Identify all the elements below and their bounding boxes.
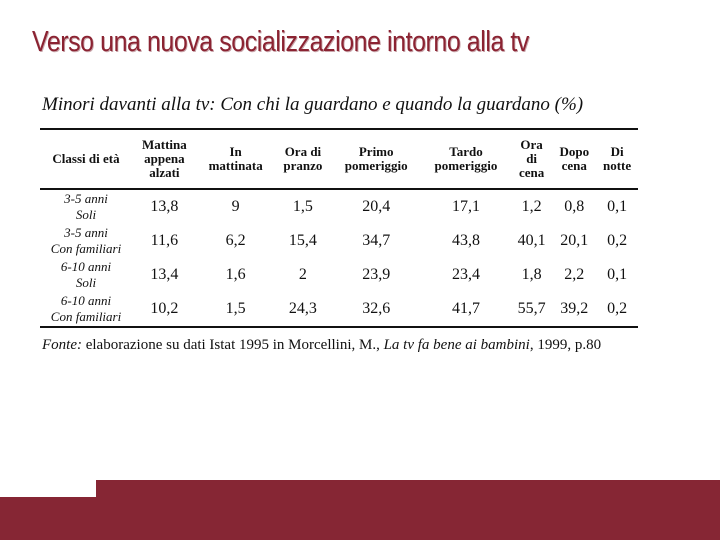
- table-cell: 34,7: [362, 232, 391, 249]
- table-cell: 0,2: [607, 232, 628, 249]
- source-note: [42, 337, 601, 354]
- table-cell: 1,6: [225, 266, 246, 283]
- source-suffix: , 1999, p.80: [529, 337, 602, 353]
- header-night: Di notte: [596, 129, 638, 189]
- row-label: 3-5 anni Soli: [64, 191, 108, 222]
- table-cell: 23,9: [362, 266, 391, 283]
- table-row: [40, 258, 638, 292]
- footer-bar: [0, 480, 720, 540]
- data-table: [40, 128, 638, 328]
- footer-notch: [0, 480, 96, 497]
- header-age-class: Classi di età: [40, 129, 132, 189]
- table-cell: 1,5: [197, 292, 275, 327]
- table-cell: 10,2: [132, 292, 197, 327]
- source-text: elaborazione su dati Istat 1995 in Morcellini, M.,: [81, 337, 384, 353]
- table-cell: 1,2: [521, 198, 542, 215]
- table-cell: 6,2: [225, 232, 246, 249]
- header-dinner: Ora di cena: [511, 129, 553, 189]
- header-row: [40, 129, 638, 189]
- row-label: 6-10 anni Soli: [60, 259, 112, 290]
- table-cell: 41,7: [421, 292, 511, 327]
- table-cell: 0,2: [596, 292, 638, 327]
- table-cell: 2,2: [564, 266, 585, 283]
- source-prefix: Fonte:: [42, 337, 82, 353]
- header-lunch: Ora di pranzo: [275, 129, 332, 189]
- table-cell: 43,8: [451, 232, 480, 249]
- table-cell: 0,8: [564, 198, 585, 215]
- table-cell: 32,6: [331, 292, 421, 327]
- table-cell: 13,8: [150, 198, 179, 215]
- row-label: 3-5 anni Con familiari: [50, 225, 122, 256]
- table-cell: 20,1: [560, 232, 589, 249]
- table-cell: 9: [231, 198, 240, 215]
- table-cell: 17,1: [451, 198, 480, 215]
- table-cell: 15,4: [288, 232, 317, 249]
- table-cell: 1,5: [292, 198, 313, 215]
- source-book-title: La tv fa bene ai bambini: [383, 337, 530, 353]
- table-cell: 23,4: [451, 266, 480, 283]
- table-cell: 40,1: [517, 232, 546, 249]
- table-cell: 20,4: [362, 198, 391, 215]
- table-cell: 24,3: [275, 292, 332, 327]
- table-row: [40, 224, 638, 258]
- table-cell: 0,1: [607, 266, 628, 283]
- table-row: [40, 189, 638, 224]
- table-cell: 1,8: [521, 266, 542, 283]
- header-after-dinner: Dopo cena: [552, 129, 596, 189]
- header-late-afternoon: Tardo pomeriggio: [421, 129, 511, 189]
- table-cell: 11,6: [150, 232, 179, 249]
- table-cell: 13,4: [150, 266, 179, 283]
- table-cell: 55,7: [511, 292, 553, 327]
- row-label: 6-10 anni Con familiari: [40, 292, 132, 327]
- table-cell: 0,1: [607, 198, 628, 215]
- slide-title: Verso una nuova socializzazione intorno alla tv: [32, 26, 529, 58]
- header-morning: In mattinata: [197, 129, 275, 189]
- table-caption: Minori davanti alla tv: Con chi la guardano e quando la guardano (%): [42, 94, 584, 115]
- header-early-afternoon: Primo pomeriggio: [331, 129, 421, 189]
- table-row: [40, 292, 638, 327]
- table-cell: 39,2: [552, 292, 596, 327]
- header-early-morning: Mattina appena alzati: [132, 129, 197, 189]
- table-cell: 2: [298, 266, 307, 283]
